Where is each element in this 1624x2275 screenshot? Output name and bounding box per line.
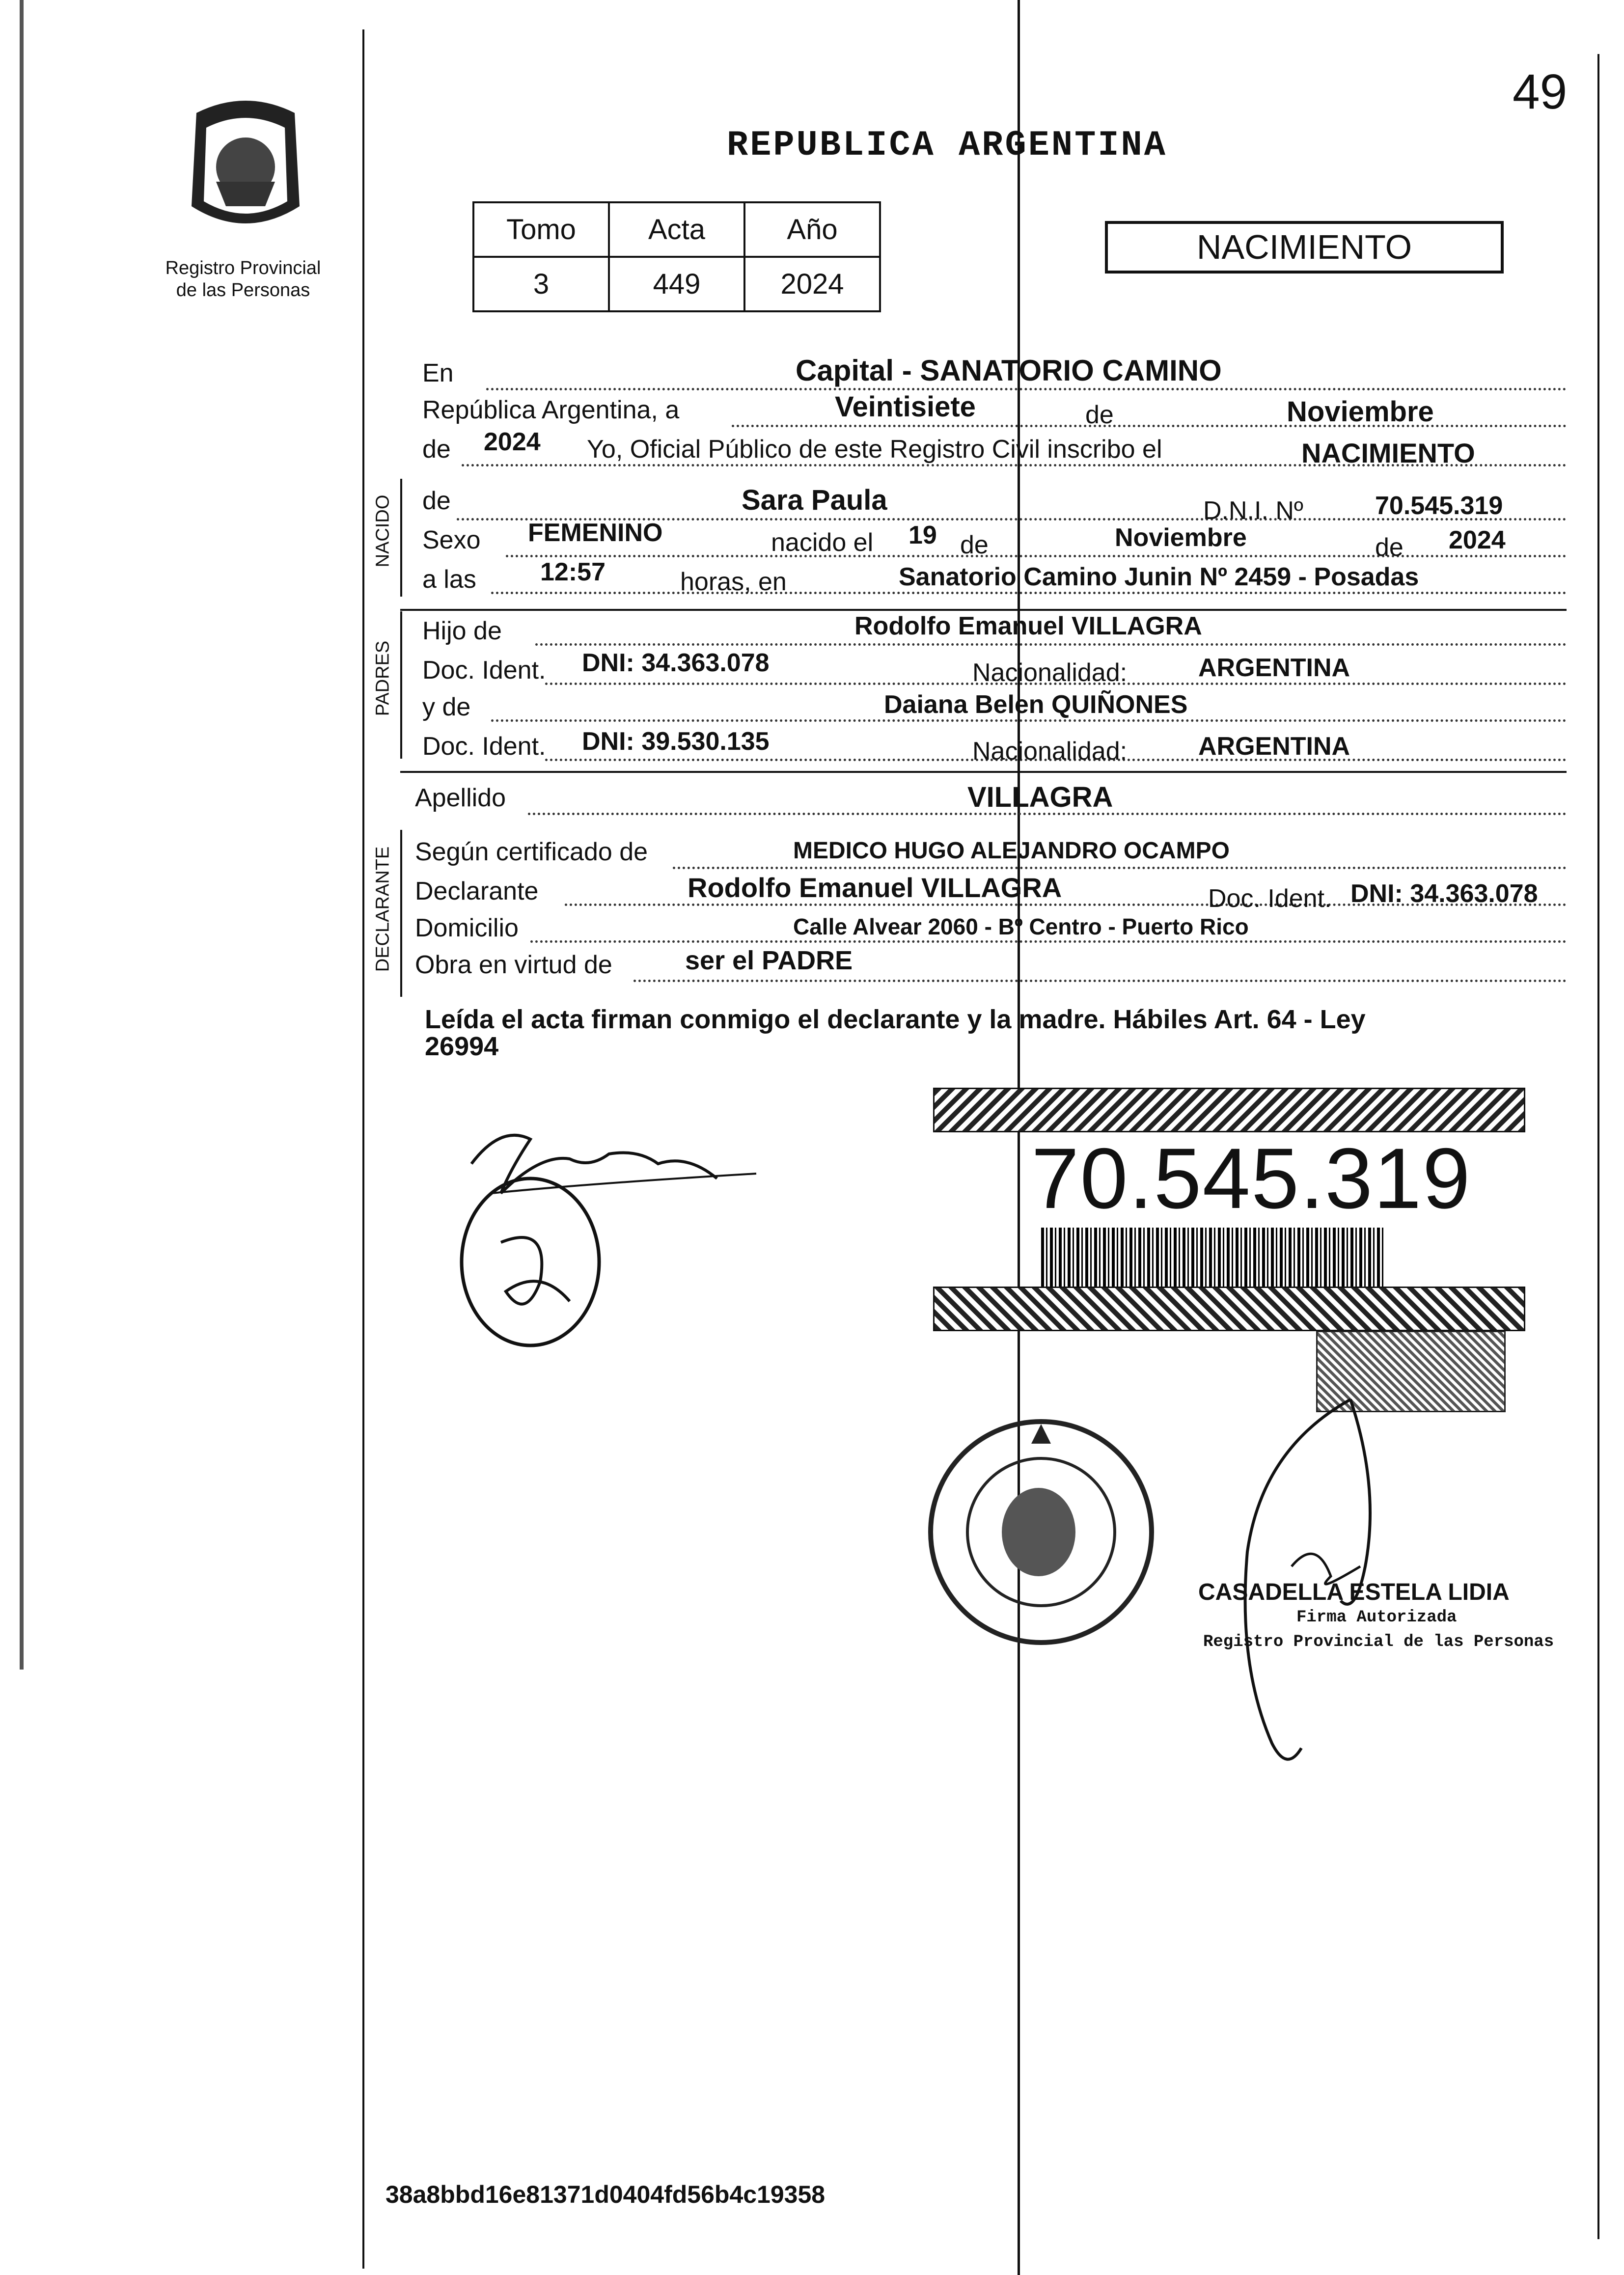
security-strip-top bbox=[933, 1088, 1525, 1132]
acta-value: 449 bbox=[609, 257, 744, 311]
domicilio-label: Domicilio bbox=[415, 914, 519, 942]
hijo-label: Hijo de bbox=[422, 617, 502, 645]
closing-line-1: Leída el acta firman conmigo el declarante y la madre. Hábiles Art. 64 - Ley bbox=[425, 1005, 1366, 1034]
padres-label: PADRES bbox=[372, 640, 393, 716]
child-name-value: Sara Paula bbox=[742, 484, 887, 516]
a-las-label: a las bbox=[422, 565, 476, 594]
document-hash: 38a8bbd16e81371d0404fd56b4c19358 bbox=[385, 2181, 826, 2208]
father-name-value: Rodolfo Emanuel VILLAGRA bbox=[854, 612, 1202, 640]
obra-label: Obra en virtud de bbox=[415, 951, 612, 979]
mother-doc-value: DNI: 39.530.135 bbox=[582, 727, 770, 756]
de-label: de bbox=[1085, 401, 1114, 429]
horas-label: horas, en bbox=[680, 568, 787, 596]
mother-dots bbox=[491, 719, 1567, 722]
tomo-value: 3 bbox=[473, 257, 609, 311]
dni-value: 70.545.319 bbox=[1375, 492, 1503, 520]
center-fold-line bbox=[1018, 0, 1020, 2275]
nacido-el-label: nacido el bbox=[771, 528, 874, 557]
birth-month-value: Noviembre bbox=[1115, 523, 1247, 552]
declarante-doc-value: DNI: 34.363.078 bbox=[1350, 879, 1538, 908]
oficial-text: Yo, Oficial Público de este Registro Civil inscribo el bbox=[587, 435, 1162, 464]
yde-label: y de bbox=[422, 693, 471, 721]
birth-day-value: 19 bbox=[908, 521, 937, 549]
inscribe-value: NACIMIENTO bbox=[1301, 438, 1475, 468]
nacido-label: NACIDO bbox=[372, 494, 393, 568]
sexo-label: Sexo bbox=[422, 526, 481, 554]
mother-name-value: Daiana Belen QUIÑONES bbox=[884, 690, 1188, 719]
record-table bbox=[472, 201, 881, 312]
declarante-name-value: Rodolfo Emanuel VILLAGRA bbox=[688, 872, 1062, 903]
certificado-label: Según certificado de bbox=[415, 838, 648, 866]
tomo-header: Tomo bbox=[473, 202, 609, 257]
page-title: REPUBLICA ARGENTINA bbox=[727, 125, 1167, 165]
father-doc-label: Doc. Ident. bbox=[422, 656, 546, 685]
certificado-dots bbox=[673, 867, 1567, 869]
closing-line-2: 26994 bbox=[425, 1032, 499, 1061]
dni-label: D.N.I. Nº bbox=[1203, 496, 1303, 525]
security-strip-bottom bbox=[933, 1287, 1525, 1331]
father-nac-value: ARGENTINA bbox=[1198, 654, 1350, 682]
en-value: Capital - SANATORIO CAMINO bbox=[796, 354, 1222, 387]
right-margin-line bbox=[1597, 54, 1599, 2239]
republica-label: República Argentina, a bbox=[422, 396, 680, 424]
padres-bottom-rule bbox=[400, 771, 1567, 773]
de2-label: de bbox=[422, 435, 451, 464]
father-nac-label: Nacionalidad: bbox=[972, 658, 1128, 687]
month-value: Noviembre bbox=[1287, 396, 1434, 428]
birth-time-value: 12:57 bbox=[540, 558, 606, 586]
official-seal bbox=[923, 1414, 1159, 1650]
certificado-value: MEDICO HUGO ALEJANDRO OCAMPO bbox=[793, 838, 1230, 864]
day-value: Veintisiete bbox=[835, 391, 976, 423]
province-logo bbox=[167, 93, 324, 250]
birth-year-value: 2024 bbox=[1449, 526, 1506, 554]
left-margin-line bbox=[362, 29, 364, 2269]
en-label: En bbox=[422, 359, 454, 387]
registry-label-2: de las Personas bbox=[176, 280, 310, 301]
declarante-signature bbox=[442, 1095, 786, 1350]
declarante-rule bbox=[400, 830, 402, 997]
father-doc-value: DNI: 34.363.078 bbox=[582, 649, 770, 677]
security-barcode bbox=[1041, 1228, 1385, 1287]
nacido-rule bbox=[400, 479, 402, 597]
domicilio-dots bbox=[530, 940, 1567, 943]
mother-nac-value: ARGENTINA bbox=[1198, 732, 1350, 761]
record-type-box: NACIMIENTO bbox=[1105, 221, 1504, 274]
nacido-de-label-3: de bbox=[1375, 533, 1404, 562]
en-dots bbox=[486, 388, 1567, 390]
scan-edge bbox=[20, 0, 24, 1670]
padres-rule bbox=[400, 611, 402, 759]
father-dots bbox=[535, 643, 1567, 646]
nacido-de-label-2: de bbox=[960, 531, 989, 559]
time-dots bbox=[491, 592, 1567, 594]
republica-dots bbox=[732, 425, 1567, 427]
mother-doc-label: Doc. Ident. bbox=[422, 732, 546, 761]
obra-value: ser el PADRE bbox=[685, 946, 853, 975]
nacido-de-label: de bbox=[422, 487, 451, 515]
anio-header: Año bbox=[744, 202, 880, 257]
registry-label-1: Registro Provincial bbox=[165, 258, 321, 278]
declarante-doc-label: Doc. Ident. bbox=[1208, 884, 1332, 913]
officer-org: Registro Provincial de las Personas bbox=[1203, 1633, 1554, 1651]
apellido-label: Apellido bbox=[415, 784, 506, 812]
obra-dots bbox=[633, 980, 1567, 982]
officer-role: Firma Autorizada bbox=[1296, 1608, 1457, 1627]
anio-value: 2024 bbox=[744, 257, 880, 311]
year-value: 2024 bbox=[484, 428, 541, 456]
sexo-dots bbox=[506, 555, 1567, 557]
nacido-bottom-rule bbox=[400, 609, 1567, 611]
declarante-label: DECLARANTE bbox=[372, 846, 393, 972]
apellido-value: VILLAGRA bbox=[967, 781, 1113, 813]
birth-place-value: Sanatorio Camino Junin Nº 2459 - Posadas bbox=[899, 563, 1419, 591]
sexo-value: FEMENINO bbox=[528, 519, 663, 547]
declarante-name-label: Declarante bbox=[415, 877, 539, 905]
acta-header: Acta bbox=[609, 202, 744, 257]
domicilio-value: Calle Alvear 2060 - Bº Centro - Puerto Rico bbox=[793, 914, 1249, 939]
page-number: 49 bbox=[1513, 64, 1568, 119]
officer-name: CASADELLA ESTELA LIDIA bbox=[1198, 1579, 1510, 1605]
mother-nac-label: Nacionalidad: bbox=[972, 737, 1128, 766]
security-dni-number: 70.545.319 bbox=[1031, 1131, 1471, 1227]
